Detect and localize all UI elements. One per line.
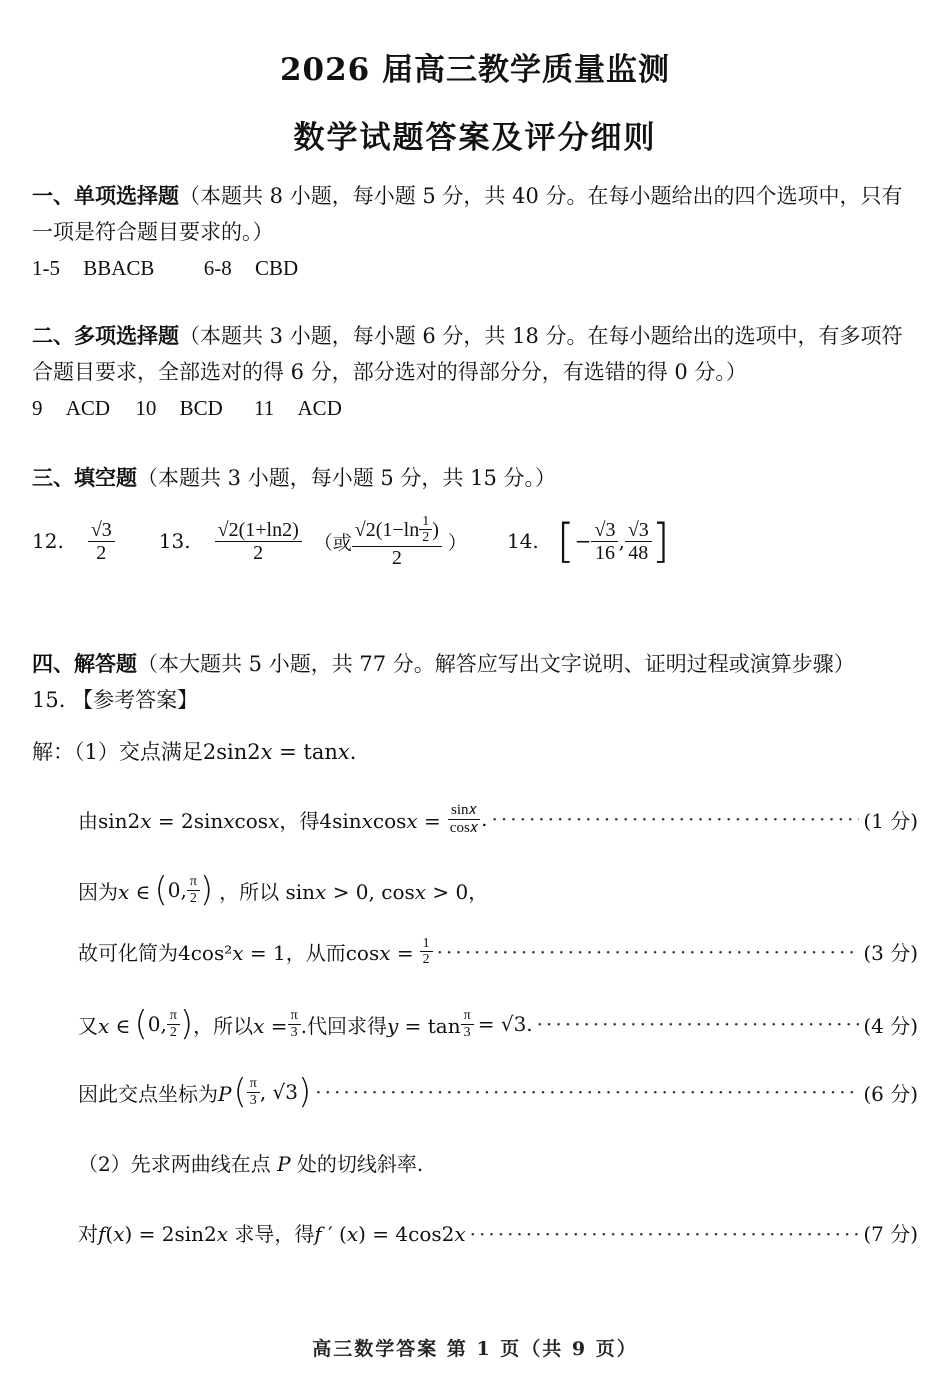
score-1: (1 分)	[863, 808, 918, 833]
q13-alt-fraction: √2(1−ln $\frac{1}{2}$ ) 2	[352, 514, 442, 569]
q13-fraction: $\frac{√2(1+\ln 2)}{2}$	[215, 519, 302, 564]
page-footer: 高三数学答案 第 1 页（共 9 页）	[312, 1338, 638, 1360]
score-3: (3 分)	[863, 941, 918, 966]
section-4-heading: 四、解答题	[32, 651, 137, 676]
dot-leader	[492, 807, 860, 831]
section-2-desc: （本题共 3 小题，每小题 6 分，共 18 分。在每小题给出的选项中，有多项符合题目要求，全部选对的得 6 分，部分选对的得部分分，有选错的得 0 分。）	[32, 324, 903, 384]
dot-leader	[315, 1080, 859, 1104]
answer-letters: ACD	[297, 396, 342, 420]
solution-line-5: 因此交点坐标为𝑃 ( $\frac{\pi}{3}$ , √3 ) ····· (6 分)	[78, 1072, 918, 1112]
solution-line-2: 因为𝑥 ∈ ( 0, $\frac{\pi}{2}$ ) ，所以 sin𝑥 > 0, cos𝑥 > 0，	[78, 870, 489, 910]
half-fraction: $\frac{1}{2}$	[419, 514, 432, 546]
section-1-heading: 一、单项选择题	[32, 183, 179, 208]
dot-leader	[437, 940, 860, 964]
section-1-answers	[32, 256, 298, 281]
q13-alt-close: ）	[447, 531, 467, 554]
solution-line-4: 又𝑥 ∈ ( 0, $\frac{\pi}{2}$ ) ，所以𝑥 = $\frac{\pi}{3}$ .代回求得𝑦 = tan $\frac{\pi}{3}$ = √3. ····· (4 分)	[78, 1004, 918, 1044]
section-1-desc: （本题共 8 小题，每小题 5 分，共 40 分。在每小题给出的四个选项中，只有一项是符合题目要求的。）	[32, 184, 903, 244]
dot-leader	[537, 1012, 860, 1036]
q12-label: 12.	[32, 529, 64, 554]
q14-interval: [ − $\frac{√3}{16}$ , $\frac{√3}{48}$ ]	[556, 514, 670, 569]
solution-line-3: 故可化简为4cos²𝑥 = 1，从而cos𝑥 = $\frac{1}{2}$ ····· (3 分)	[78, 936, 918, 968]
section-2-answers	[32, 396, 342, 421]
section-3-heading: 三、填空题	[32, 465, 137, 490]
section-2-heading: 二、多项选择题	[32, 323, 179, 348]
section-4	[32, 646, 855, 682]
solution-intro: 解：（1）交点满足2sin2𝑥 = tan𝑥.	[32, 740, 357, 764]
question-number: 10	[135, 396, 157, 420]
answer-range: 6-8	[203, 256, 232, 280]
answer-range: 1-5	[32, 256, 60, 280]
section-1	[32, 178, 922, 250]
section-3	[32, 460, 556, 496]
part-2-heading: （2）先求两曲线在点 𝑃 处的切线斜率.	[78, 1152, 424, 1176]
answer-title: 数学试题答案及评分细则	[293, 120, 657, 156]
score-7: (7 分)	[863, 1222, 918, 1246]
q12-fraction: $\frac{√3}{2}$	[88, 519, 115, 564]
exam-title: 2026 届高三教学质量监测	[279, 52, 671, 88]
q13-label: 13.	[158, 529, 191, 554]
solution-line-6: 对𝑓(𝑥) = 2sin2𝑥 求导，得𝑓 ′ (𝑥) = 4cos2𝑥 ····· (7 分)	[78, 1218, 918, 1247]
section-2	[32, 318, 922, 390]
score-6: (6 分)	[863, 1081, 918, 1106]
question-number: 9	[32, 396, 43, 420]
answer-letters: BBACB	[83, 256, 155, 280]
section-4-desc: （本大题共 5 小题，共 77 分。解答应写出文字说明、证明过程或演算步骤）	[137, 652, 855, 676]
answer-letters: ACD	[65, 396, 111, 420]
q13-alt-open: （或	[313, 531, 352, 554]
answer-letters: BCD	[179, 396, 223, 420]
score-4: (4 分)	[863, 1013, 918, 1038]
dot-leader	[470, 1222, 860, 1246]
answer-letters: CBD	[254, 256, 299, 280]
question-number: 11	[254, 396, 275, 420]
q14-label: 14.	[506, 529, 539, 554]
q15-label: 15. 【参考答案】	[32, 688, 199, 712]
solution-line-1: 由sin2𝑥 = 2sin𝑥cos𝑥，得4sin𝑥cos𝑥 = $\frac{\text{sin𝑥}}{\text{cos𝑥}}$ . ····· (1 分)	[78, 802, 918, 836]
fill-in-answers	[32, 514, 670, 569]
section-3-desc: （本题共 3 小题，每小题 5 分，共 15 分。）	[137, 466, 556, 490]
